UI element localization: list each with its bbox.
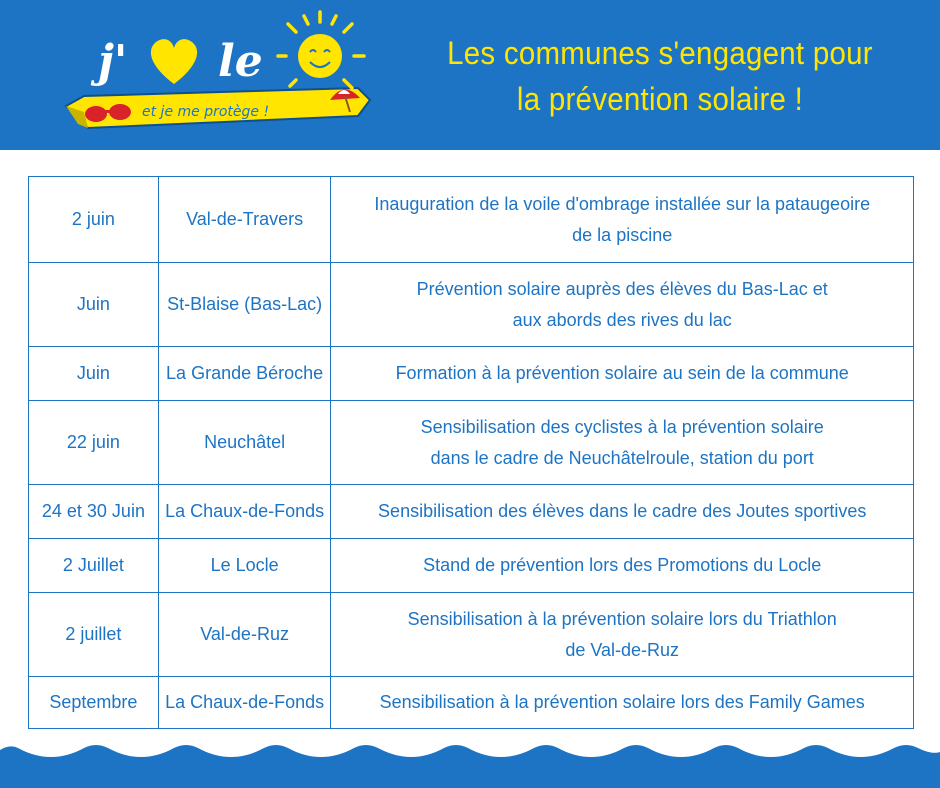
event-date: 24 et 30 Juin xyxy=(29,485,159,539)
event-description-line: Stand de prévention lors des Promotions du Locle xyxy=(423,555,822,575)
heart-icon xyxy=(151,39,197,84)
event-description-line: Sensibilisation des cyclistes à la prévention solaire xyxy=(420,416,824,437)
logo-graphic xyxy=(58,8,378,140)
event-place: La Chaux-de-Fonds xyxy=(158,485,331,539)
event-description-line: aux abords des rives du lac xyxy=(512,309,732,330)
event-description-line: Prévention solaire auprès des élèves du Bas-Lac et xyxy=(416,278,828,299)
event-description xyxy=(331,539,914,593)
event-date: 2 juin xyxy=(29,177,159,263)
table-row xyxy=(29,347,914,401)
event-description-line: dans le cadre de Neuchâtelroule, station du port xyxy=(430,447,814,468)
event-place: Val-de-Travers xyxy=(158,177,331,263)
event-date: Juin xyxy=(29,347,159,401)
table-row xyxy=(29,677,914,729)
event-date: 22 juin xyxy=(29,401,159,485)
event-description xyxy=(331,401,914,485)
page-title xyxy=(421,30,899,122)
table-row xyxy=(29,593,914,677)
event-description-line: Sensibilisation à la prévention solaire lors des Family Games xyxy=(379,692,865,712)
table-row xyxy=(29,263,914,347)
event-place: Le Locle xyxy=(158,539,331,593)
event-description-line: de Val-de-Ruz xyxy=(565,639,680,660)
logo-word-j: j' xyxy=(98,36,128,87)
events-table-body xyxy=(29,177,914,729)
page-title-line-2: la prévention solaire ! xyxy=(516,81,804,117)
event-description xyxy=(331,347,914,401)
event-date: Juin xyxy=(29,263,159,347)
event-description-line: Formation à la prévention solaire au sein de la commune xyxy=(395,363,849,383)
event-description xyxy=(331,677,914,729)
events-table xyxy=(28,176,914,729)
page-title-line-1: Les communes s'engagent pour xyxy=(447,35,873,71)
logo xyxy=(58,8,378,140)
table-row xyxy=(29,401,914,485)
wave-graphic xyxy=(0,738,940,788)
event-date: 2 juillet xyxy=(29,593,159,677)
event-description xyxy=(331,593,914,677)
header-banner xyxy=(0,0,940,150)
event-description xyxy=(331,177,914,263)
event-description xyxy=(331,485,914,539)
event-place: Neuchâtel xyxy=(158,401,331,485)
logo-tagline: et je me protège ! xyxy=(142,104,270,120)
table-row xyxy=(29,177,914,263)
table-row xyxy=(29,485,914,539)
wave-footer xyxy=(0,738,940,788)
event-place: Val-de-Ruz xyxy=(158,593,331,677)
logo-word-le: le xyxy=(218,36,263,87)
event-description-line: de la piscine xyxy=(572,224,673,245)
event-date: 2 Juillet xyxy=(29,539,159,593)
sun-icon xyxy=(278,12,364,88)
event-place: La Chaux-de-Fonds xyxy=(158,677,331,729)
event-date: Septembre xyxy=(29,677,159,729)
event-description-line: Inauguration de la voile d'ombrage installée sur la pataugeoire xyxy=(374,193,871,214)
event-description-line: Sensibilisation à la prévention solaire lors du Triathlon xyxy=(407,608,837,629)
table-row xyxy=(29,539,914,593)
event-description xyxy=(331,263,914,347)
event-place: La Grande Béroche xyxy=(158,347,331,401)
event-description-line: Sensibilisation des élèves dans le cadre des Joutes sportives xyxy=(378,501,867,521)
event-place: St-Blaise (Bas-Lac) xyxy=(158,263,331,347)
